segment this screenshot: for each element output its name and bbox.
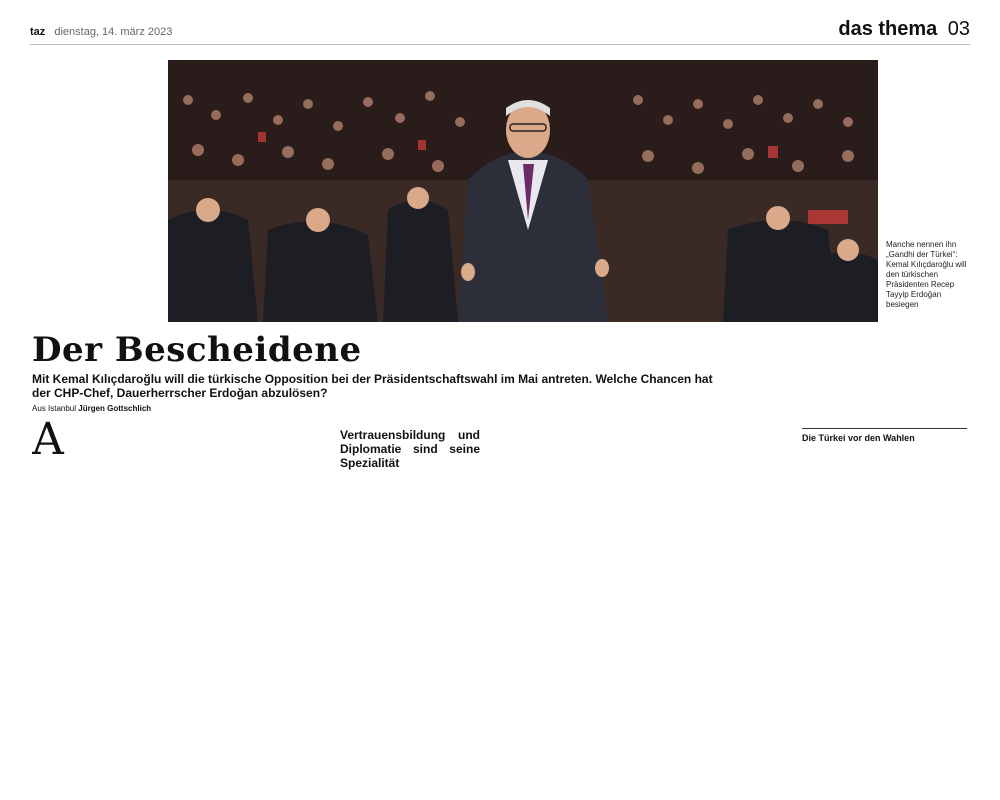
lead-photo — [168, 60, 878, 322]
byline-prefix: Aus Istanbul — [32, 404, 77, 413]
article-headline: Der Bescheidene — [32, 330, 362, 370]
body-column-2 — [186, 420, 326, 795]
article-lead: Mit Kemal Kılıçdaroğlu will die türkische Opposition bei der Präsidentschaftswahl im Mai antreten. Welche Chancen hat der CHP-Chef, Dauerherrscher Erdoğan abzulösen? — [32, 372, 713, 400]
infobox-heading: Die Türkei vor den Wahlen — [802, 428, 967, 444]
masthead-right — [838, 18, 970, 41]
body-column-1 — [32, 420, 172, 795]
body-column-5 — [648, 420, 788, 795]
photo-caption: Manche nennen ihn „Gandhi der Türkei“: Kemal Kılıçdaroğlu will den türkischen Präsidenten Recep Tayyip Erdoğan besiegen — [886, 240, 967, 309]
article-subhead: Vertrauensbildung und Diplomatie sind seine Spezialität — [340, 428, 480, 470]
body-column-6 — [802, 420, 967, 795]
masthead-left — [30, 26, 172, 38]
dropcap: A — [32, 420, 64, 465]
masthead — [30, 18, 970, 45]
byline — [32, 404, 151, 413]
section-title: das thema — [838, 18, 938, 40]
taz-logo: taz — [30, 26, 46, 38]
body-column-4 — [494, 420, 634, 795]
page-number: 03 — [947, 18, 970, 40]
photo-illustration — [168, 60, 878, 322]
issue-date: dienstag, 14. märz 2023 — [54, 26, 173, 38]
body-column-3 — [340, 420, 480, 795]
byline-author: Jürgen Gottschlich — [78, 404, 152, 413]
